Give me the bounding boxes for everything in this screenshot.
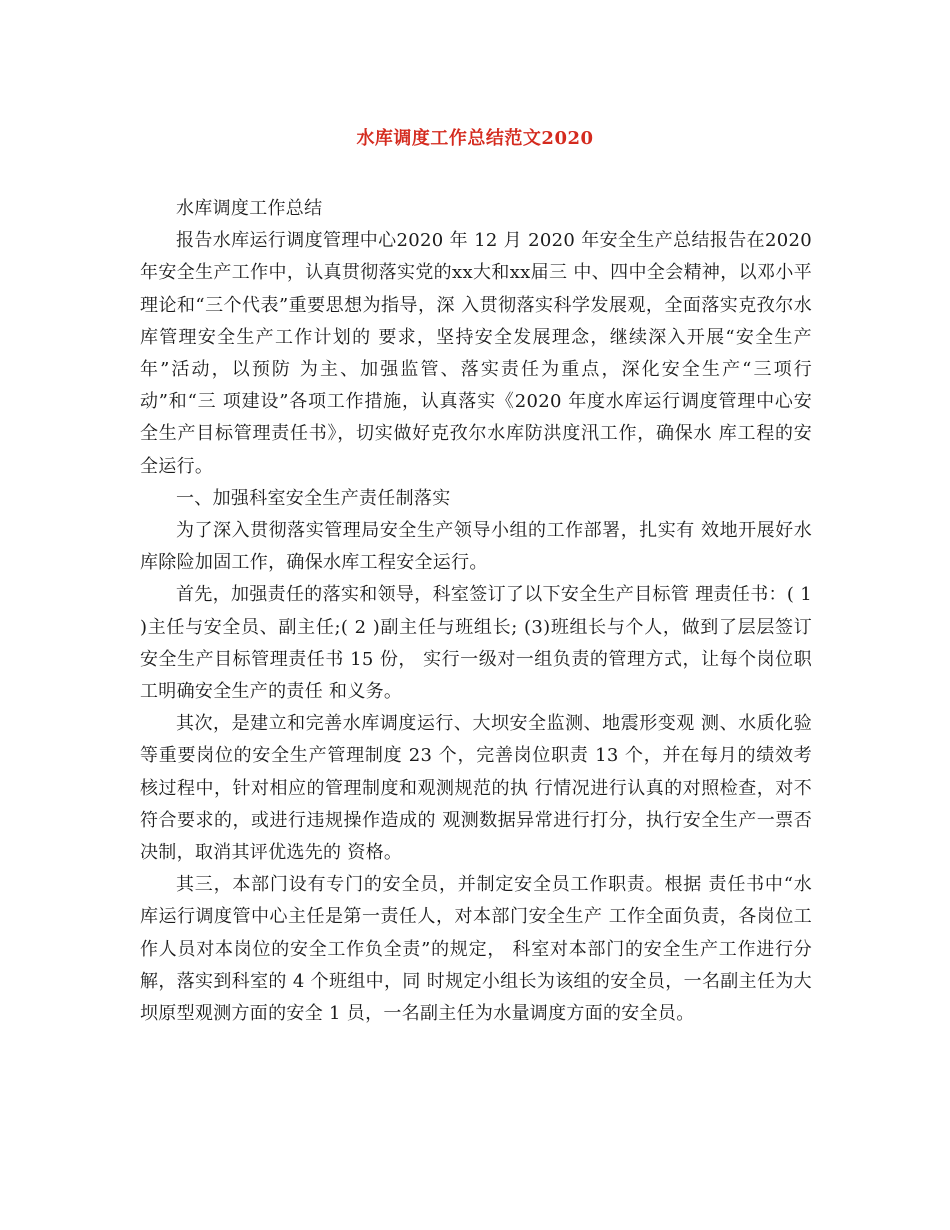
section-heading: 水库调度工作总结 [176,198,323,219]
paragraph: 首先，加强责任的落实和领导，科室签订了以下安全生产目标管 理责任书：( 1 )主任与安全员、副主任;( 2 )副主任与班组长; (3)班组长与个人，做到了层层签订安全生产目标管理责任书 15 份， 实行一级对一组负责的管理方式，让每个岗位职工明确安全生产的责任 和义务。 [140,584,812,703]
paragraph: 其三，本部门设有专门的安全员，并制定安全员工作职责。根据 责任书中“水库运行调度管中心主任是第一责任人，对本部门安全生产 工作全面负责，各岗位工作人员对本岗位的安全工作负全责”的规定， 科室对本部门的安全生产工作进行分解，落实到科室的 4 个班组中，同 时规定小组长为该组的安全员，一名副主任为大坝原型观测方面的安全 1 员，一名副主任为水量调度方面的安全员。 [140,874,812,1025]
section-heading: 一、加强科室安全生产责任制落实 [176,487,451,509]
paragraph: 其次，是建立和完善水库调度运行、大坝安全监测、地震形变观 测、水质化验等重要岗位的安全生产管理制度 23 个，完善岗位职责 13 个，并在每月的绩效考核过程中，针对相应的管理制度和观测规范的执 行情况进行认真的对照检查，对不符合要求的，或进行违规操作造成的 观测数据异常进行打分，执行安全生产一票否决制，取消其评优选先的 资格。 [140,713,812,864]
document-body [140,193,812,1030]
paragraph-intro: 报告水库运行调度管理中心2020 年 12 月 2020 年安全生产总结报告在2020 年安全生产工作中，认真贯彻落实党的xx大和xx届三 中、四中全会精神，以邓小平理论和“三个代表”重要思想为指导，深 入贯彻落实科学发展观，全面落实克孜尔水库管理安全生产工作计划的 要求，坚持安全发展理念，继续深入开展“安全生产年”活动，以预防 为主、加强监管、落实责任为重点，深化安全生产“三项行动”和“三 项建设”各项工作措施，认真落实《2020 年度水库运行调度管理中心安 全生产目标管理责任书》，切实做好克孜尔水库防洪度汛工作，确保水 库工程的安全运行。 [140,230,812,477]
paragraph: 为了深入贯彻落实管理局安全生产领导小组的工作部署，扎实有 效地开展好水库除险加固工作，确保水库工程安全运行。 [140,520,812,574]
document-title: 水库调度工作总结范文2020 [356,128,594,149]
